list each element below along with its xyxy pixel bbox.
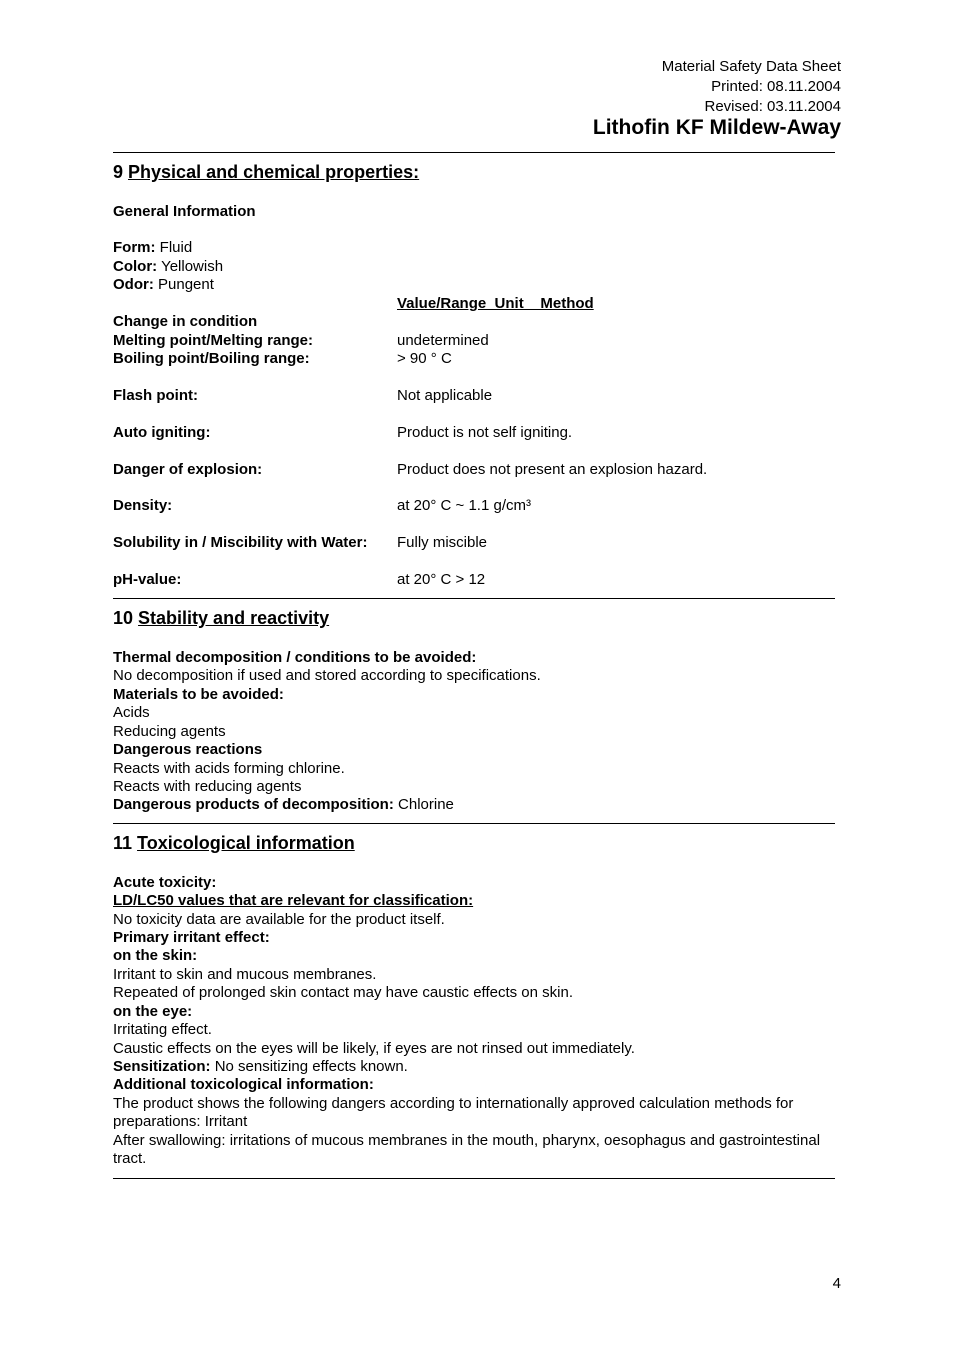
form-row bbox=[113, 239, 192, 257]
materials-item: Reducing agents bbox=[113, 723, 226, 740]
reactions-label: Dangerous reactions bbox=[113, 741, 263, 758]
form-label: Form: bbox=[113, 239, 156, 256]
odor-row bbox=[113, 276, 214, 294]
reactions-item: Reacts with acids forming chlorine. bbox=[113, 760, 345, 777]
ld-label: LD/LC50 values that are relevant for classification: bbox=[113, 892, 474, 909]
doc-type: Material Safety Data Sheet bbox=[661, 58, 841, 75]
page-number: 4 bbox=[832, 1275, 841, 1292]
additional-label: Additional toxicological information: bbox=[113, 1076, 374, 1093]
decomposition-row bbox=[113, 796, 454, 814]
divider bbox=[113, 598, 835, 599]
additional-text: After swallowing: irritations of mucous membranes in the mouth, pharynx, oesophagus and gastrointestinal tract. bbox=[113, 1132, 821, 1167]
auto-igniting-label: Auto igniting: bbox=[113, 424, 211, 441]
divider bbox=[113, 152, 835, 153]
decomposition-label: Dangerous products of decomposition: bbox=[113, 796, 394, 813]
eye-text: Caustic effects on the eyes will be likely, if eyes are not rinsed out immediately. bbox=[113, 1040, 635, 1057]
document-header bbox=[662, 57, 841, 117]
color-row bbox=[113, 258, 223, 276]
explosion-label: Danger of explosion: bbox=[113, 461, 263, 478]
color-label: Color: bbox=[113, 258, 158, 275]
flash-value: Not applicable bbox=[397, 387, 493, 404]
printed-date: Printed: 08.11.2004 bbox=[711, 78, 841, 95]
flash-label: Flash point: bbox=[113, 387, 198, 404]
acute-label: Acute toxicity: bbox=[113, 874, 217, 891]
section-heading: Stability and reactivity bbox=[138, 608, 330, 628]
ph-value: at 20° C > 12 bbox=[397, 571, 486, 588]
primary-label: Primary irritant effect: bbox=[113, 929, 270, 946]
solubility-label: Solubility in / Miscibility with Water: bbox=[113, 534, 368, 551]
skin-text: Repeated of prolonged skin contact may have caustic effects on skin. bbox=[113, 984, 573, 1001]
section-11-title bbox=[113, 833, 355, 854]
explosion-value: Product does not present an explosion hazard. bbox=[397, 461, 708, 478]
form-value: Fluid bbox=[159, 239, 193, 256]
section-number: 11 bbox=[113, 833, 133, 853]
divider bbox=[113, 1178, 835, 1179]
melting-value: undetermined bbox=[397, 332, 489, 349]
ld-text: No toxicity data are available for the product itself. bbox=[113, 911, 445, 928]
decomposition-value: Chlorine bbox=[398, 796, 454, 813]
divider bbox=[113, 823, 835, 824]
sensitization-row bbox=[113, 1058, 408, 1076]
section-number: 10 bbox=[113, 608, 134, 628]
eye-text: Irritating effect. bbox=[113, 1021, 212, 1038]
revised-date: Revised: 03.11.2004 bbox=[704, 98, 841, 115]
boiling-label: Boiling point/Boiling range: bbox=[113, 350, 310, 367]
boiling-value: > 90 ° C bbox=[397, 350, 452, 367]
section-number: 9 bbox=[113, 162, 124, 182]
column-header: Value/Range Unit Method bbox=[397, 295, 594, 312]
sensitization-label: Sensitization: bbox=[113, 1058, 211, 1075]
change-condition-label: Change in condition bbox=[113, 313, 258, 330]
odor-value: Pungent bbox=[158, 276, 214, 293]
materials-item: Acids bbox=[113, 704, 150, 721]
section-heading: Physical and chemical properties: bbox=[128, 162, 420, 182]
auto-igniting-value: Product is not self igniting. bbox=[397, 424, 573, 441]
general-info-label: General Information bbox=[113, 203, 256, 220]
additional-text: The product shows the following dangers according to internationally approved calculation methods for preparations: Irritant bbox=[113, 1095, 794, 1130]
section-heading: Toxicological information bbox=[137, 833, 355, 853]
solubility-value: Fully miscible bbox=[397, 534, 488, 551]
skin-label: on the skin: bbox=[113, 947, 198, 964]
density-label: Density: bbox=[113, 497, 173, 514]
sensitization-value: No sensitizing effects known. bbox=[214, 1058, 408, 1075]
density-value: at 20° C ~ 1.1 g/cm³ bbox=[397, 497, 531, 514]
eye-label: on the eye: bbox=[113, 1003, 193, 1020]
ph-label: pH-value: bbox=[113, 571, 182, 588]
reactions-item: Reacts with reducing agents bbox=[113, 778, 302, 795]
thermal-label: Thermal decomposition / conditions to be avoided: bbox=[113, 649, 477, 666]
product-title: Lithofin KF Mildew-Away bbox=[592, 116, 841, 139]
skin-text: Irritant to skin and mucous membranes. bbox=[113, 966, 377, 983]
section-10-title bbox=[113, 608, 329, 629]
thermal-text: No decomposition if used and stored according to specifications. bbox=[113, 667, 541, 684]
materials-label: Materials to be avoided: bbox=[113, 686, 284, 703]
odor-label: Odor: bbox=[113, 276, 154, 293]
section-9-title bbox=[113, 162, 419, 183]
melting-label: Melting point/Melting range: bbox=[113, 332, 313, 349]
color-value: Yellowish bbox=[161, 258, 224, 275]
